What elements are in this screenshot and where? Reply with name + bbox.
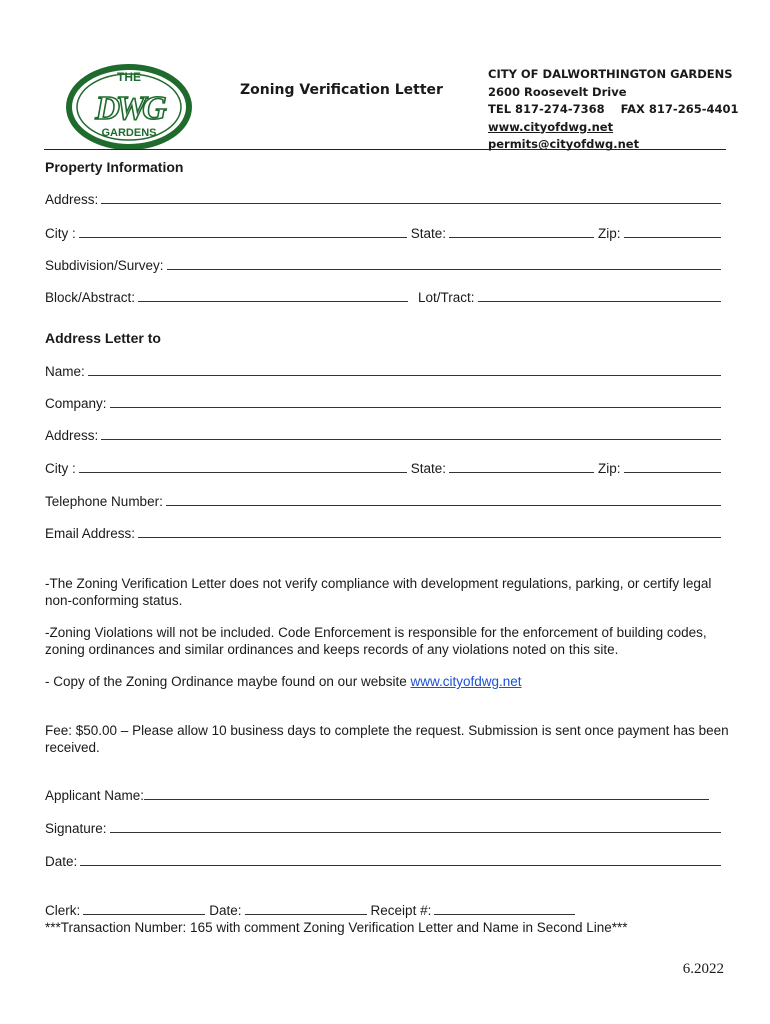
signature-label: Signature:	[45, 821, 107, 836]
recipient-phone-label: Telephone Number:	[45, 494, 163, 509]
disclaimer-violations: -Zoning Violations will not be included. Code Enforcement is responsible for the enforcement of building codes, zoning ordinances and similar ordinances and keeps records of any violations noted on this site.	[45, 625, 707, 657]
ordinance-note	[45, 673, 735, 690]
recipient-address-row	[45, 427, 721, 443]
office-date-field[interactable]	[245, 902, 367, 915]
logo-text-gardens: GARDENS	[101, 127, 157, 139]
recipient-city-label: City :	[45, 461, 76, 476]
logo-text-the: THE	[117, 70, 141, 84]
city-name: CITY OF DALWORTHINGTON GARDENS	[488, 67, 733, 81]
fee-note: Fee: $50.00 – Please allow 10 business days to complete the request. Submission is sent once payment has been received.	[45, 723, 729, 755]
subdivision-row	[45, 257, 721, 273]
applicant-name-row	[45, 787, 709, 803]
recipient-phone-row	[45, 493, 721, 509]
signature-field[interactable]	[110, 820, 721, 833]
address-letter-heading: Address Letter to	[45, 330, 161, 346]
ordinance-note-text: - Copy of the Zoning Ordinance maybe found on our website	[45, 674, 411, 689]
applicant-name-label: Applicant Name:	[45, 788, 145, 803]
recipient-zip-field[interactable]	[624, 460, 721, 473]
property-state-label: State:	[410, 226, 447, 241]
disclaimer-compliance: -The Zoning Verification Letter does not verify compliance with development regulations, parking, or certify legal non-conforming status.	[45, 576, 712, 608]
recipient-phone-field[interactable]	[166, 493, 721, 506]
form-version: 6.2022	[682, 961, 724, 977]
lot-tract-field[interactable]	[478, 289, 721, 302]
date-label: Date:	[45, 854, 78, 869]
recipient-zip-label: Zip:	[598, 461, 621, 476]
property-address-row	[45, 191, 721, 207]
property-city-row	[45, 225, 721, 241]
applicant-name-field[interactable]	[144, 787, 709, 800]
city-email-link[interactable]: permits@cityofdwg.net	[488, 137, 640, 151]
block-lot-row	[45, 289, 721, 305]
city-street: 2600 Roosevelt Drive	[488, 84, 627, 99]
city-contact-block	[488, 66, 738, 154]
block-abstract-label: Block/Abstract:	[45, 290, 136, 305]
property-address-field[interactable]	[101, 191, 721, 204]
recipient-email-row	[45, 525, 721, 541]
recipient-address-field[interactable]	[101, 427, 721, 440]
recipient-name-field[interactable]	[88, 363, 721, 376]
recipient-name-row	[45, 363, 721, 379]
recipient-city-row	[45, 460, 721, 476]
date-field[interactable]	[80, 853, 721, 866]
recipient-email-label: Email Address:	[45, 526, 136, 541]
transaction-note: ***Transaction Number: 165 with comment Zoning Verification Letter and Name in Second Line***	[45, 920, 628, 935]
logo-text-dwg: DWG	[95, 90, 163, 127]
city-website-link[interactable]: www.cityofdwg.net	[488, 119, 614, 134]
subdivision-field[interactable]	[167, 257, 721, 270]
property-zip-field[interactable]	[624, 225, 721, 238]
recipient-state-field[interactable]	[449, 460, 594, 473]
property-address-label: Address:	[45, 192, 99, 207]
clerk-label: Clerk:	[45, 903, 81, 918]
property-zip-label: Zip:	[598, 226, 621, 241]
property-city-field[interactable]	[79, 225, 407, 238]
signature-row	[45, 820, 721, 836]
document-title: Zoning Verification Letter	[240, 82, 443, 98]
block-abstract-field[interactable]	[138, 289, 408, 302]
subdivision-label: Subdivision/Survey:	[45, 258, 164, 273]
recipient-address-label: Address:	[45, 428, 99, 443]
lot-tract-label: Lot/Tract:	[418, 290, 475, 305]
recipient-email-field[interactable]	[138, 525, 721, 538]
ordinance-website-link[interactable]: www.cityofdwg.net	[410, 674, 522, 689]
recipient-name-label: Name:	[45, 364, 85, 379]
recipient-company-field[interactable]	[110, 395, 721, 408]
date-row	[45, 853, 721, 869]
clerk-field[interactable]	[83, 902, 205, 915]
recipient-city-field[interactable]	[79, 460, 407, 473]
office-date-label: Date:	[209, 903, 242, 918]
header-divider	[44, 149, 726, 150]
office-use-row	[45, 902, 575, 918]
property-info-heading: Property Information	[45, 159, 184, 175]
city-phones: TEL 817-274-7368 FAX 817-265-4401	[488, 102, 739, 116]
receipt-field[interactable]	[434, 902, 575, 915]
property-state-field[interactable]	[449, 225, 594, 238]
property-city-label: City :	[45, 226, 76, 241]
receipt-label: Receipt #:	[370, 903, 432, 918]
dwg-gardens-logo	[66, 64, 192, 150]
recipient-state-label: State:	[410, 461, 447, 476]
recipient-company-row	[45, 395, 721, 411]
recipient-company-label: Company:	[45, 396, 107, 411]
